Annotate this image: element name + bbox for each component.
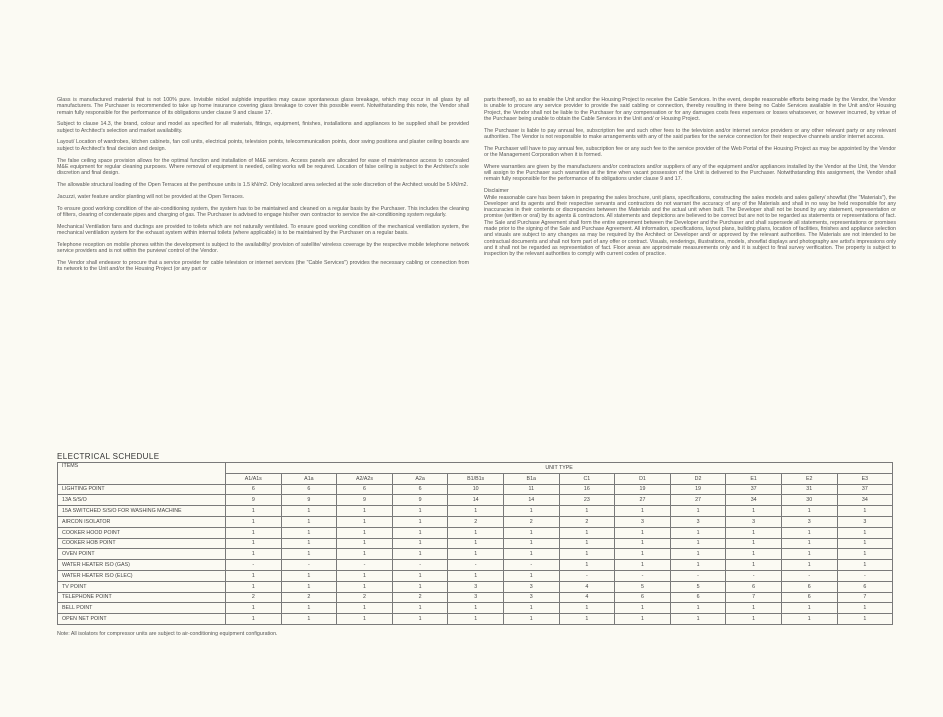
- table-cell: 1: [281, 516, 337, 527]
- table-cell: 1: [615, 603, 671, 614]
- table-cell: 1: [337, 581, 393, 592]
- table-header-row: [58, 463, 893, 474]
- table-cell: 1: [503, 538, 559, 549]
- table-cell: 1: [726, 560, 782, 571]
- table-cell: 1: [837, 603, 893, 614]
- table-cell: 1: [392, 614, 448, 625]
- table-cell: 1: [448, 549, 504, 560]
- table-cell: 1: [559, 560, 615, 571]
- table-cell: 1: [670, 614, 726, 625]
- table-cell: 3: [448, 581, 504, 592]
- table-cell: 1: [670, 527, 726, 538]
- table-cell: -: [670, 570, 726, 581]
- table-cell: -: [281, 560, 337, 571]
- table-cell: 9: [281, 495, 337, 506]
- table-cell: 34: [837, 495, 893, 506]
- table-row: [58, 581, 893, 592]
- item-label: BELL POINT: [58, 603, 226, 614]
- table-cell: 27: [615, 495, 671, 506]
- table-cell: 1: [281, 538, 337, 549]
- table-row: [58, 549, 893, 560]
- table-cell: 31: [781, 484, 837, 495]
- table-cell: 1: [670, 549, 726, 560]
- table-cell: 1: [226, 614, 282, 625]
- disclaimer-text: While reasonable care has been taken in preparing the sales brochure, unit plans, specifications, constructing the sales models and sales gallery/ showflat (the "Materials"), the Developer and its agents and their respective servants and contractors do not warrant the accuracy of any of the Materials and shall in no way be held responsible for any inaccuracies in their contents or discrepancies between the Materials and the actual unit when built. The Developer shall not be bound by any statement, representation or promise (written or oral) by its agents & contractors. All statements and depictions are believed to be correct but are not to be regarded as statements or representations of fact. The Sale and Purchase Agreement shall form the entire agreement between the Developer and the Purchaser and shall supersede all statements, representations or promises made prior to the signing of the Sale and Purchase Agreement. All information, specifications, layout plans, building plans, location of facilities, finishes and appliance selection and visuals are subject to any changes as may be required by the Architect or Developer and/ or approved by the relevant authorities. The Materials are not intended to be contractual documents and shall not form part of any offer or contract. Visuals, renderings, illustrations, models, showflat displays and photography are artist's impressions only and it shall not be regarded as representation of fact. Floor areas are approximate measurements only and it is subject to final survey verification. The property is subject to inspection by the relevant authorities to comply with current codes of practice.: [484, 194, 896, 258]
- table-cell: 16: [559, 484, 615, 495]
- table-cell: 1: [726, 614, 782, 625]
- table-cell: 1: [781, 527, 837, 538]
- table-cell: 1: [726, 527, 782, 538]
- unit-type-cell: E1: [726, 473, 782, 484]
- table-cell: 4: [559, 581, 615, 592]
- table-cell: 6: [337, 484, 393, 495]
- table-cell: 9: [226, 495, 282, 506]
- table-cell: 1: [503, 506, 559, 517]
- table-cell: 1: [337, 549, 393, 560]
- unit-type-cell: E3: [837, 473, 893, 484]
- table-cell: 5: [615, 581, 671, 592]
- table-cell: -: [448, 560, 504, 571]
- table-cell: 2: [281, 592, 337, 603]
- table-cell: 1: [559, 549, 615, 560]
- table-cell: 19: [670, 484, 726, 495]
- paragraph: Layout/ Location of wardrobes, kitchen cabinets, fan coil units, electrical points, television points, telecommunication points, door swing positions and plaster ceiling boards are subject to Architect's final decision and design.: [57, 139, 469, 152]
- table-cell: 3: [726, 516, 782, 527]
- table-row: [58, 516, 893, 527]
- table-cell: 1: [226, 527, 282, 538]
- table-cell: 1: [615, 549, 671, 560]
- table-cell: 23: [559, 495, 615, 506]
- table-cell: 1: [837, 560, 893, 571]
- table-cell: 1: [837, 614, 893, 625]
- items-header: ITEMS: [58, 463, 226, 485]
- table-cell: 1: [392, 581, 448, 592]
- item-label: COOKER HOOD POINT: [58, 527, 226, 538]
- table-cell: 1: [559, 603, 615, 614]
- table-row: [58, 570, 893, 581]
- table-cell: 6: [781, 581, 837, 592]
- table-cell: 1: [281, 549, 337, 560]
- table-cell: 1: [226, 538, 282, 549]
- table-cell: 5: [670, 581, 726, 592]
- item-label: TV POINT: [58, 581, 226, 592]
- item-label: 15A SWITCHED S/S/O FOR WASHING MACHINE: [58, 506, 226, 517]
- table-cell: 1: [281, 614, 337, 625]
- paragraph: Mechanical Ventilation fans and ductings are provided to toilets which are not naturally ventilated. To ensure good working condition of the mechanical ventilation system, the mechanical ventilation system for the exhaust system within internal toilets (where applicable) is to be maintained by the Purchaser on a regular basis.: [57, 223, 469, 236]
- table-cell: 34: [726, 495, 782, 506]
- paragraph: To ensure good working condition of the air-conditioning system, the system has to be maintained and cleaned on a regular basis by the Purchaser. This includes the cleaning of filters, clearing of condensate pipes and charging of gas. The Purchaser is advised to engage his/her own contractor to service the air-conditioning system regularly.: [57, 205, 469, 218]
- table-cell: -: [226, 560, 282, 571]
- schedule-note: Note: All isolators for compressor units are subject to air-conditioning equipment configuration.: [57, 631, 278, 637]
- paragraph: Subject to clause 14.3, the brand, colour and model as specified for all materials, fittings, equipment, finishes, installations and appliances to be supplied shall be provided subject to Architect's selection and market availability.: [57, 121, 469, 134]
- table-cell: 1: [281, 581, 337, 592]
- item-label: OPEN NET POINT: [58, 614, 226, 625]
- table-cell: 1: [226, 570, 282, 581]
- paragraph: Glass is manufactured material that is not 100% pure. Invisible nickel sulphide impurities may cause spontaneous glass breakage, which may occur in all glass by all manufacturers. The Purchaser is recommended to take up home insurance covering glass breakage to cover this possible event. Notwithstanding this note, the Vendor shall remain fully responsible for the performance of its obligations under clause 9 and clause 17.: [57, 97, 469, 116]
- item-label: TELEPHONE POINT: [58, 592, 226, 603]
- table-cell: 1: [337, 538, 393, 549]
- table-cell: 1: [281, 603, 337, 614]
- table-cell: -: [726, 570, 782, 581]
- table-cell: 1: [726, 506, 782, 517]
- table-cell: 1: [559, 538, 615, 549]
- unit-type-cell: C1: [559, 473, 615, 484]
- table-cell: 37: [726, 484, 782, 495]
- table-cell: 6: [726, 581, 782, 592]
- unit-type-cell: A2/A2s: [337, 473, 393, 484]
- table-cell: 1: [837, 527, 893, 538]
- table-cell: 2: [559, 516, 615, 527]
- table-cell: 1: [448, 614, 504, 625]
- table-cell: 3: [503, 581, 559, 592]
- item-label: WATER HEATER ISO (GAS): [58, 560, 226, 571]
- table-cell: 1: [781, 549, 837, 560]
- table-cell: 1: [670, 603, 726, 614]
- table-row: [58, 592, 893, 603]
- table-cell: 1: [615, 614, 671, 625]
- paragraph: The Purchaser will have to pay annual fee, subscription fee or any such fee to the service provider of the Web Portal of the Housing Project as may be appointed by the Vendor or the Management Corporation when it is formed.: [484, 145, 896, 159]
- table-cell: 1: [781, 560, 837, 571]
- table-cell: 1: [392, 538, 448, 549]
- table-cell: 1: [448, 570, 504, 581]
- table-cell: 1: [615, 538, 671, 549]
- table-cell: 1: [670, 506, 726, 517]
- table-cell: 2: [337, 592, 393, 603]
- table-cell: 6: [226, 484, 282, 495]
- table-cell: 1: [781, 506, 837, 517]
- table-cell: -: [503, 560, 559, 571]
- unit-type-cell: B1/B1s: [448, 473, 504, 484]
- table-cell: 27: [670, 495, 726, 506]
- table-cell: -: [337, 560, 393, 571]
- table-cell: 30: [781, 495, 837, 506]
- table-cell: 1: [726, 538, 782, 549]
- item-label: 13A S/S/O: [58, 495, 226, 506]
- table-row: [58, 506, 893, 517]
- table-cell: 4: [559, 592, 615, 603]
- paragraph: Jacuzzi, water feature and/or planting will not be provided at the Open Terraces.: [57, 193, 245, 200]
- table-cell: 1: [226, 581, 282, 592]
- table-cell: 1: [337, 570, 393, 581]
- table-cell: 1: [448, 506, 504, 517]
- table-cell: 37: [837, 484, 893, 495]
- table-cell: 3: [670, 516, 726, 527]
- table-cell: 6: [281, 484, 337, 495]
- table-cell: 1: [226, 603, 282, 614]
- table-cell: 1: [448, 603, 504, 614]
- table-row: [58, 538, 893, 549]
- table-cell: -: [615, 570, 671, 581]
- table-cell: 1: [503, 527, 559, 538]
- table-cell: -: [392, 560, 448, 571]
- item-label: LIGHTING POINT: [58, 484, 226, 495]
- paragraph: The Purchaser is liable to pay annual fee, subscription fee and such other fees to the television and/or internet service providers or any other relevant party or any relevant authorities. The Vendor is not responsible to make arrangements with any of the said parties for the service connection for their respective channels and/or internet access.: [484, 127, 896, 140]
- table-cell: 7: [726, 592, 782, 603]
- table-cell: -: [781, 570, 837, 581]
- table-cell: 1: [670, 538, 726, 549]
- table-cell: 1: [337, 506, 393, 517]
- paragraph: The allowable structural loading of the Open Terraces at the penthouse units is 1.5 kN/m2. Only localized area selected at the sole discretion of the Architect would be 5 kN/m2.: [57, 181, 468, 188]
- table-cell: 6: [670, 592, 726, 603]
- table-cell: 2: [503, 516, 559, 527]
- table-cell: 1: [781, 538, 837, 549]
- table-cell: 1: [781, 603, 837, 614]
- table-cell: 1: [503, 603, 559, 614]
- table-cell: 11: [503, 484, 559, 495]
- item-label: WATER HEATER ISO (ELEC): [58, 570, 226, 581]
- paragraph: The false ceiling space provision allows for the optimal function and installation of M&E services. Access panels are allocated for ease of maintenance access to concealed M&E equipment for regular cleaning purposes. Where removal of equipment is needed, ceiling works will be required. Location of false ceiling is subject to the Architect's sole discretion and final design.: [57, 157, 469, 177]
- table-cell: 1: [503, 570, 559, 581]
- table-cell: 1: [281, 570, 337, 581]
- table-cell: 9: [337, 495, 393, 506]
- table-cell: 1: [448, 538, 504, 549]
- unit-type-cell: A2a: [392, 473, 448, 484]
- table-cell: 1: [392, 549, 448, 560]
- table-cell: 3: [615, 516, 671, 527]
- table-row: [58, 484, 893, 495]
- table-cell: 1: [392, 506, 448, 517]
- table-cell: 1: [281, 527, 337, 538]
- table-cell: 1: [559, 506, 615, 517]
- table-cell: 2: [448, 516, 504, 527]
- table-cell: 6: [392, 484, 448, 495]
- item-label: OVEN POINT: [58, 549, 226, 560]
- table-cell: 1: [559, 614, 615, 625]
- table-row: [58, 527, 893, 538]
- table-cell: 1: [726, 603, 782, 614]
- table-cell: 1: [615, 506, 671, 517]
- table-cell: 1: [226, 516, 282, 527]
- table-row: [58, 614, 893, 625]
- paragraph: parts thereof), so as to enable the Unit and/or the Housing Project to receive the Cable Services. In the event, despite reasonable efforts being made by the Vendor, the Vendor is unable to procure any service provider to provide the said cabling or connection, thereby resulting in there being no Cable Services available in the Unit and/or Housing Project, the Vendor shall not be liable to the Purchaser for any compensation or for any damages costs fees expenses or losses whatsoever, or however incurred, by virtue of the Purchaser being unable to obtain the Cable Services in the Unit and/ or Housing Project.: [484, 97, 896, 122]
- table-cell: 1: [726, 549, 782, 560]
- table-cell: 1: [226, 549, 282, 560]
- table-cell: 1: [337, 516, 393, 527]
- table-cell: 1: [559, 527, 615, 538]
- paragraph: Where warranties are given by the manufacturers and/or contractors and/or suppliers of any of the equipment and/or appliances installed by the Vendor at the Unit, the Vendor will assign to the Purchaser such warranties at the time when vacant possession of the Unit is delivered to the Purchaser. Notwithstanding this assignment, the Vendor shall remain fully responsible for the performance of its obligations under clause 9 and 17.: [484, 163, 896, 183]
- schedule-title: ELECTRICAL SCHEDULE: [57, 452, 160, 461]
- table-cell: 9: [392, 495, 448, 506]
- table-cell: 1: [503, 614, 559, 625]
- table-cell: 1: [337, 614, 393, 625]
- table-cell: 10: [448, 484, 504, 495]
- table-cell: 1: [615, 560, 671, 571]
- table-cell: 2: [392, 592, 448, 603]
- electrical-schedule-table: [57, 462, 893, 625]
- unit-type-cell: D1: [615, 473, 671, 484]
- unit-type-header: UNIT TYPE: [226, 463, 893, 474]
- table-row: [58, 560, 893, 571]
- unit-type-cell: E2: [781, 473, 837, 484]
- unit-type-cell: A1/A1s: [226, 473, 282, 484]
- table-cell: 1: [837, 549, 893, 560]
- table-cell: 1: [503, 549, 559, 560]
- table-cell: 1: [615, 527, 671, 538]
- right-column: [484, 97, 896, 278]
- text-columns: [57, 97, 896, 278]
- table-cell: 6: [837, 581, 893, 592]
- left-column: [57, 97, 469, 278]
- table-cell: 7: [837, 592, 893, 603]
- table-cell: 1: [837, 506, 893, 517]
- table-cell: 6: [781, 592, 837, 603]
- table-cell: 1: [392, 527, 448, 538]
- table-cell: 1: [337, 603, 393, 614]
- table-cell: 14: [448, 495, 504, 506]
- table-cell: 14: [503, 495, 559, 506]
- table-cell: 1: [392, 603, 448, 614]
- table-cell: 3: [503, 592, 559, 603]
- paragraph: Telephone reception on mobile phones within the development is subject to the availability/ provision of satellite/ wireless coverage by the respective mobile telephone network service providers and is not within the purview/ control of the Vendor.: [57, 241, 469, 255]
- table-cell: 3: [448, 592, 504, 603]
- table-cell: 6: [615, 592, 671, 603]
- table-cell: 3: [781, 516, 837, 527]
- table-cell: 3: [837, 516, 893, 527]
- table-cell: 1: [392, 570, 448, 581]
- table-cell: -: [559, 570, 615, 581]
- unit-type-cell: A1a: [281, 473, 337, 484]
- table-cell: 1: [226, 506, 282, 517]
- table-row: [58, 495, 893, 506]
- table-cell: 19: [615, 484, 671, 495]
- table-cell: -: [837, 570, 893, 581]
- table-cell: 1: [781, 614, 837, 625]
- table-cell: 1: [392, 516, 448, 527]
- table-cell: 1: [337, 527, 393, 538]
- unit-type-cell: D2: [670, 473, 726, 484]
- unit-type-cell: B1a: [503, 473, 559, 484]
- table-cell: 1: [281, 506, 337, 517]
- table-cell: 1: [837, 538, 893, 549]
- table-row: [58, 603, 893, 614]
- table-cell: 1: [670, 560, 726, 571]
- disclaimer-heading: Disclaimer: [484, 188, 509, 195]
- paragraph: The Vendor shall endeavor to procure that a service provider for cable television or internet services (the "Cable Services") provides the necessary cabling or connection from its network to the Unit and/or the Housing Project (or any part or: [57, 259, 469, 273]
- table-cell: 1: [448, 527, 504, 538]
- table-cell: 2: [226, 592, 282, 603]
- item-label: AIRCON ISOLATOR: [58, 516, 226, 527]
- item-label: COOKER HOB POINT: [58, 538, 226, 549]
